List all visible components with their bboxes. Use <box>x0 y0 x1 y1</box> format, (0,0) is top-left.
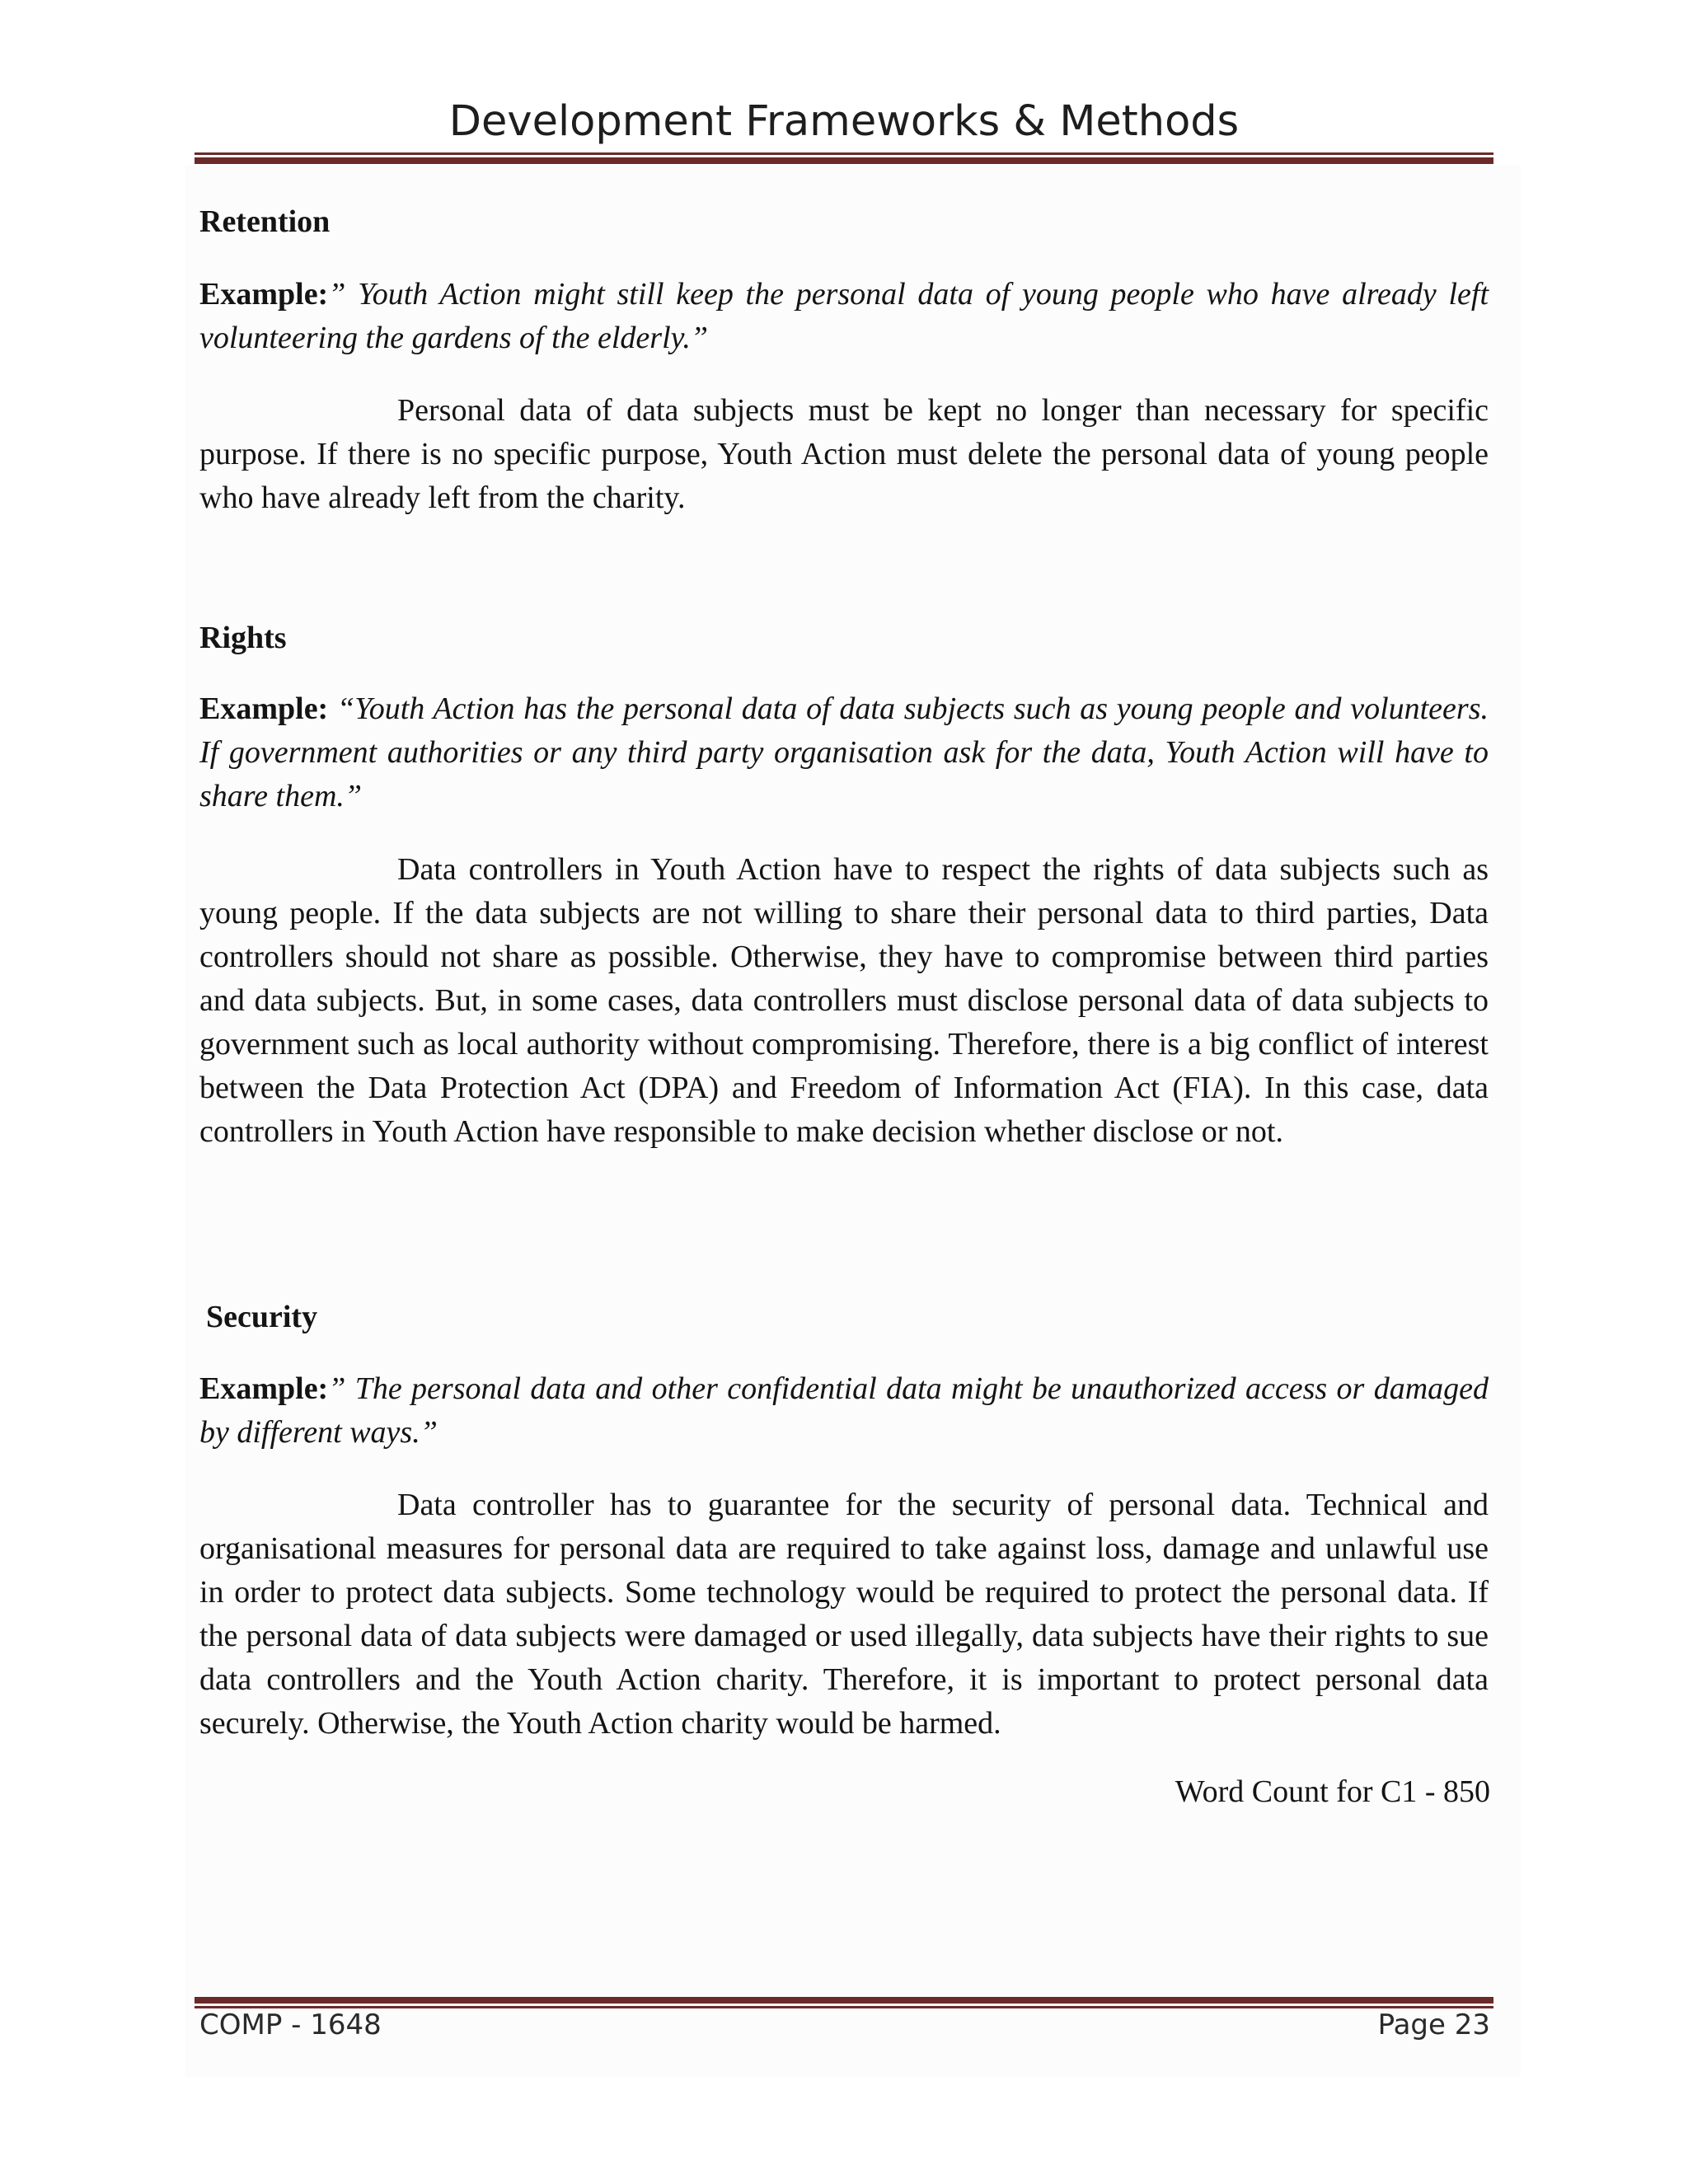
word-count: Word Count for C1 - 850 <box>1175 1774 1490 1809</box>
example-rights <box>199 687 1489 818</box>
section-heading-rights: Rights <box>199 621 287 655</box>
paragraph-security: Data controller has to guarantee for the security of personal data. Technical and organisational measures for personal data are required to take against loss, damage and unlawful use in order to protect data subjects. Some technology would be required to protect the personal data. If the personal data of data subjects were damaged or used illegally, data subjects have their rights to sue data controllers and the Youth Action charity. Therefore, it is important to protect personal data securely. Otherwise, the Youth Action charity would be harmed. <box>199 1488 1489 1741</box>
footer-rule-thick <box>195 1997 1493 2004</box>
example-label: Example: <box>199 277 329 312</box>
footer-course-code: COMP - 1648 <box>199 2008 382 2041</box>
section-heading-retention: Retention <box>199 204 331 239</box>
example-label: Example: <box>199 1371 329 1406</box>
example-quote: ” Youth Action might still keep the personal data of young people who have already left volunteering the gardens of the elderly.” <box>199 277 1489 355</box>
section-heading-security: Security <box>206 1300 318 1334</box>
paragraph-retention: Personal data of data subjects must be kept no longer than necessary for specific purpose. If there is no specific purpose, Youth Action must delete the personal data of young people who have already left from the charity. <box>199 393 1489 515</box>
example-retention <box>199 273 1489 360</box>
header-rule-thin <box>195 152 1493 155</box>
paragraph-rights: Data controllers in Youth Action have to respect the rights of data subjects such as young people. If the data subjects are not willing to share their personal data to third parties, Data controllers should not share as possible. Otherwise, they have to compromise between third parties and data subjects. But, in some cases, data controllers must disclose personal data of data subjects to government such as local authority without compromising. Therefore, there is a big conflict of interest between the Data Protection Act (DPA) and Freedom of Information Act (FIA). In this case, data controllers in Youth Action have responsible to make decision whether disclose or not. <box>199 852 1489 1149</box>
example-quote: “Youth Action has the personal data of data subjects such as young people and volunteers. If government authorities or any third party organisation ask for the data, Youth Action will have to share them.” <box>199 691 1489 813</box>
example-security <box>199 1367 1489 1455</box>
footer-rule-thin <box>195 2006 1493 2008</box>
footer-page-number: Page 23 <box>1377 2008 1490 2041</box>
header-title: Development Frameworks & Methods <box>448 97 1240 146</box>
example-quote: ” The personal data and other confidential data might be unauthorized access or damaged by different ways.” <box>199 1371 1489 1450</box>
header-rule-thick <box>195 157 1493 164</box>
example-label: Example: <box>199 691 329 726</box>
